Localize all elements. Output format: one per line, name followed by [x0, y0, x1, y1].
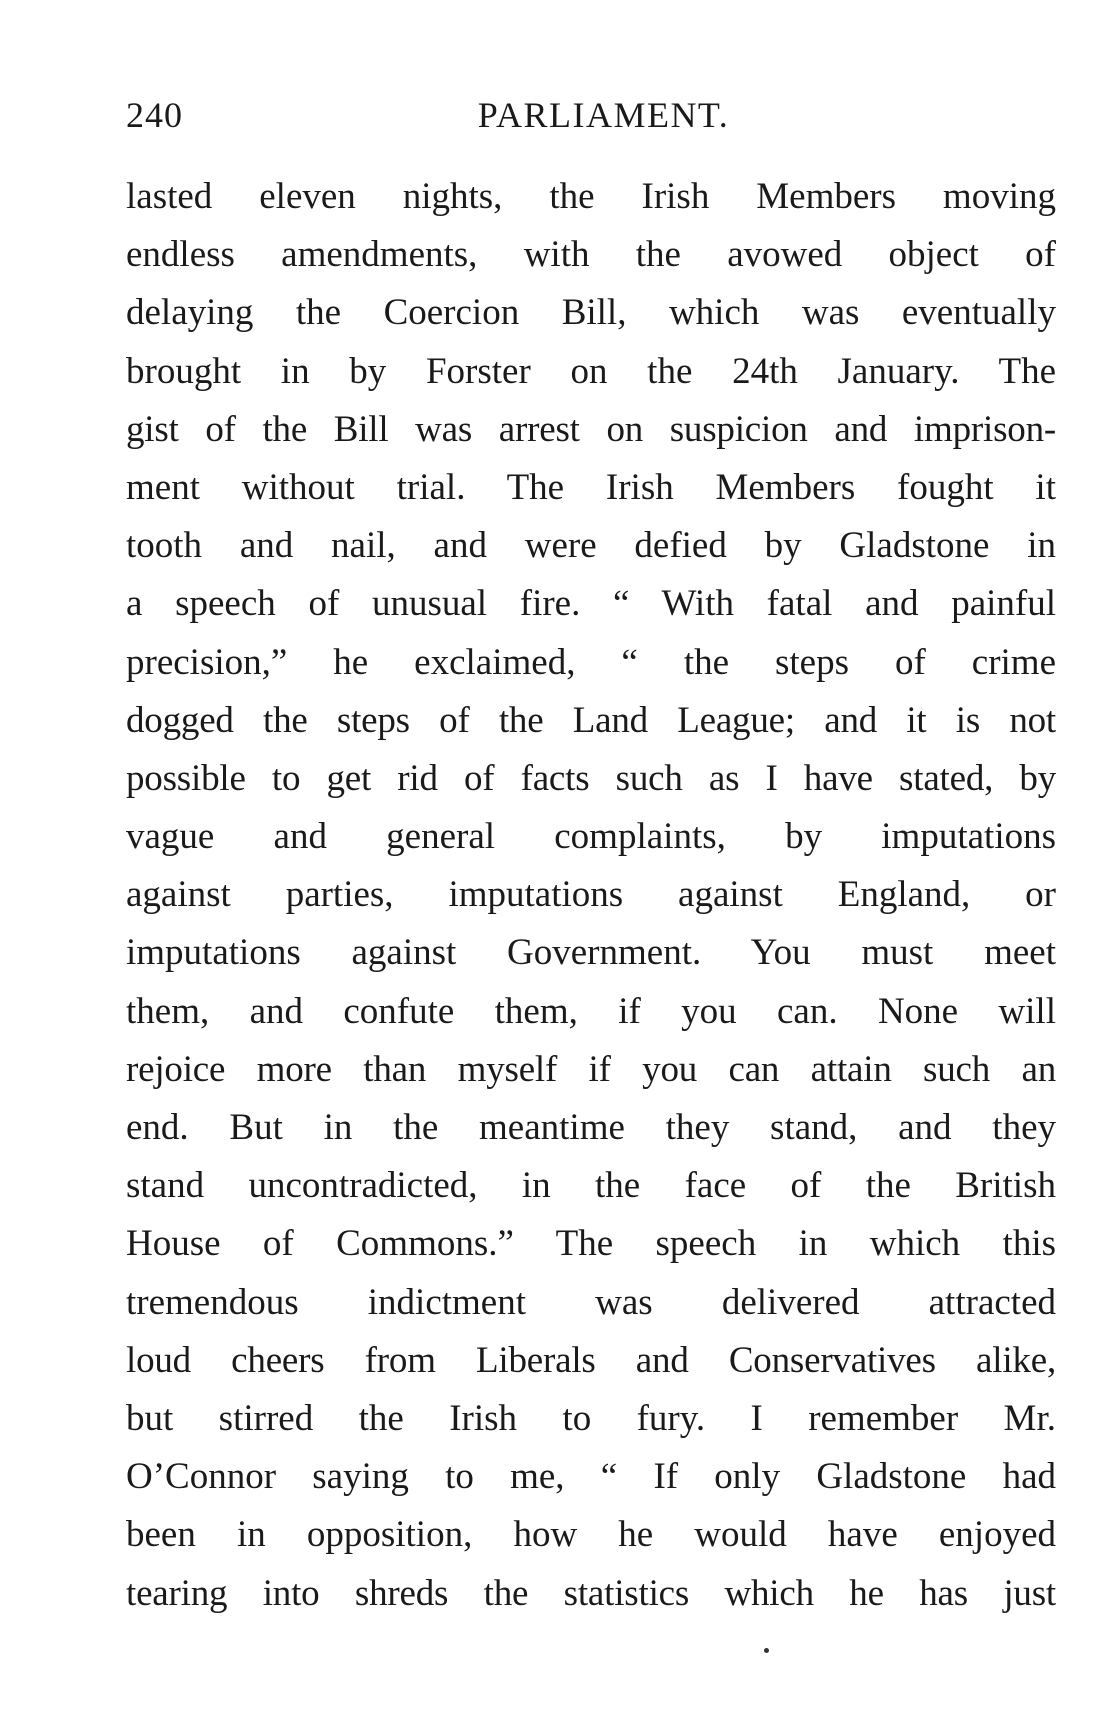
running-head: PARLIAMENT. — [477, 95, 730, 135]
text-line: vague and general complaints, by imputations — [126, 816, 1056, 858]
text-line: loud cheers from Liberals and Conservatives alike, — [126, 1339, 1056, 1381]
text-line: tremendous indictment was delivered attracted — [126, 1281, 1056, 1323]
text-line: endless amendments, with the avowed object of — [126, 234, 1056, 276]
text-line: but stirred the Irish to fury. I remember Mr. — [126, 1397, 1056, 1439]
page-header — [126, 94, 1061, 144]
text-line: rejoice more than myself if you can attain such an — [126, 1048, 1056, 1090]
text-line: precision,” he exclaimed, “ the steps of crime — [126, 641, 1056, 683]
page-number: 240 — [126, 95, 183, 135]
text-line: possible to get rid of facts such as I have stated, by — [126, 757, 1056, 799]
text-line: them, and confute them, if you can. None will — [126, 990, 1056, 1032]
text-line: against parties, imputations against England, or — [126, 874, 1056, 916]
body-text — [126, 168, 1056, 1623]
text-line: stand uncontradicted, in the face of the British — [126, 1165, 1056, 1207]
text-line: House of Commons.” The speech in which this — [126, 1223, 1056, 1265]
text-line: ment without trial. The Irish Members fought it — [126, 466, 1056, 508]
text-line: gist of the Bill was arrest on suspicion and imprison- — [126, 408, 1056, 450]
text-line: been in opposition, how he would have enjoyed — [126, 1514, 1056, 1556]
print-speck — [764, 1648, 769, 1653]
text-line: lasted eleven nights, the Irish Members moving — [126, 176, 1056, 217]
text-line: O’Connor saying to me, “ If only Gladstone had — [126, 1456, 1056, 1498]
text-line: dogged the steps of the Land League; and it is not — [126, 699, 1056, 741]
text-line: a speech of unusual fire. “ With fatal and painful — [126, 583, 1056, 625]
text-line: delaying the Coercion Bill, which was eventually — [126, 292, 1056, 334]
text-line: brought in by Forster on the 24th January. The — [126, 350, 1056, 392]
text-line: tearing into shreds the statistics which he has just — [126, 1572, 1056, 1614]
text-line: end. But in the meantime they stand, and they — [126, 1107, 1056, 1148]
text-line: tooth and nail, and were defied by Gladstone in — [126, 525, 1056, 567]
text-line: imputations against Government. You must meet — [126, 932, 1056, 974]
